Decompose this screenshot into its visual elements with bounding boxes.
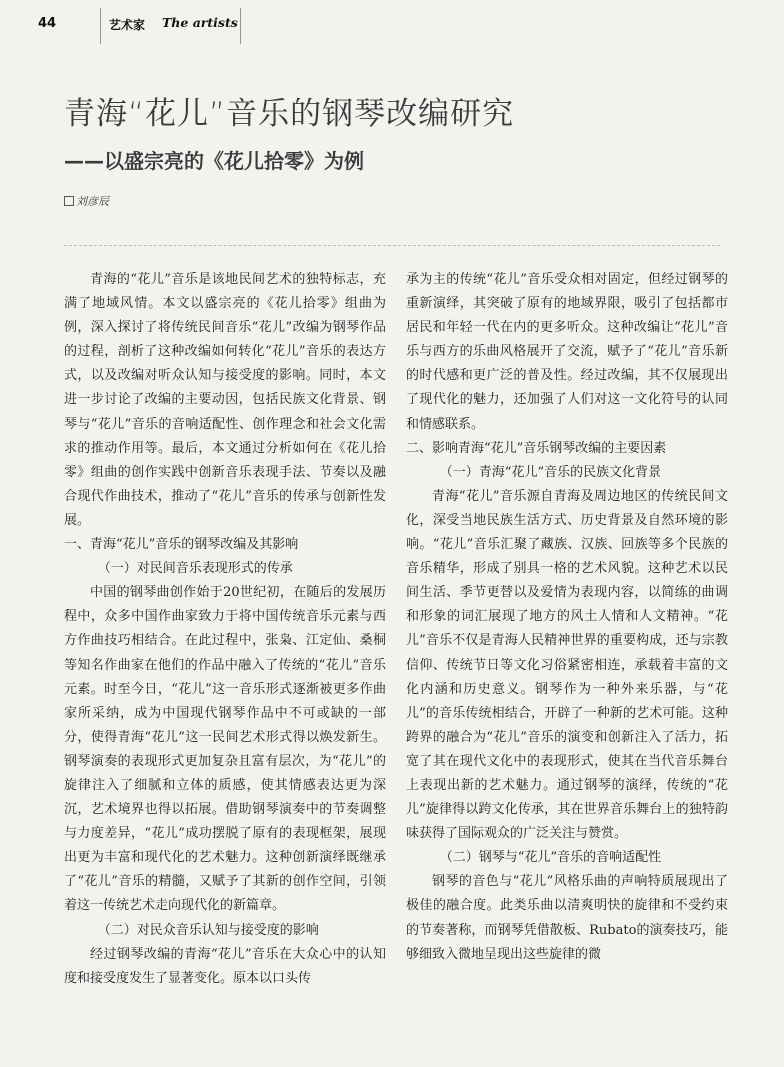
article-title: 青海“花儿”音乐的钢琴改编研究	[64, 96, 515, 132]
body-paragraph: 经过钢琴改编的青海“花儿”音乐在大众心中的认知度和接受度发生了显著变化。原本以口头传	[64, 946, 386, 986]
author-name: 刘彦辰	[76, 195, 109, 208]
header-divider-right	[240, 8, 241, 44]
body-paragraph: 青海“花儿”音乐源自青海及周边地区的传统民间文化，深受当地民族生活方式、历史背景及自然环境的影响。“花儿”音乐汇聚了藏族、汉族、回族等多个民族的音乐精华，形成了别具一格的艺术风貌。这种艺术以民间生活、季节更替以及爱情为表现内容，以简练的曲调和形象的词汇展现了地方的风土人情和人文精神。“花儿”音乐不仅是青海人民精神世界的重要构成，还与宗教信仰、传统节日等文化习俗紧密相连，承载着丰富的文化内涵和历史意义。钢琴作为一种外来乐器，与“花儿”的音乐传统相结合，开辟了一种新的艺术可能。这种跨界的融合为“花儿”音乐的演变和创新注入了活力，拓宽了其在现代文化中的表现形式，使其在当代音乐舞台上表现出新的艺术魅力。通过钢琴的演绎，传统的“花儿”旋律得以跨文化传承，其在世界音乐舞台上的独特韵味获得了国际观众的广泛关注与赞赏。	[406, 488, 728, 842]
body-paragraph-continued: 承为主的传统“花儿”音乐受众相对固定，但经过钢琴的重新演绎，其突破了原有的地域界限，吸引了包括都市居民和年轻一代在内的更多听众。这种改编让“花儿”音乐与西方的乐曲风格展开了交流，赋予了“花儿”音乐新的时代感和更广泛的普及性。经过改编，其不仅展现出了现代化的魅力，还加强了人们对这一文化符号的认同和情感联系。	[406, 272, 728, 432]
running-header	[0, 0, 784, 44]
right-column	[406, 268, 728, 967]
article-subtitle: ——以盛宗亮的《花儿拾零》为例	[64, 149, 364, 173]
section-heading-2: 二、影响青海“花儿”音乐钢琴改编的主要因素	[406, 440, 667, 456]
column-name-english: The artists	[162, 15, 238, 30]
section-heading-1: 一、青海“花儿”音乐的钢琴改编及其影响	[64, 537, 299, 553]
left-column	[64, 268, 386, 991]
title-divider	[64, 245, 720, 246]
header-divider-left	[100, 8, 101, 44]
column-name: 艺术家	[109, 18, 146, 32]
body-paragraph: 中国的钢琴曲创作始于20世纪初，在随后的发展历程中，众多中国作曲家致力于将中国传统音乐元素与西方作曲技巧相结合。在此过程中，张枭、江定仙、桑桐等知名作曲家在他们的作品中融入了传统的“花儿”音乐元素。时至今日，“花儿”这一音乐形式逐渐被更多作曲家所采纳，成为中国现代钢琴作品中不可或缺的一部分，使得青海“花儿”这一民间艺术形式得以焕发新生。钢琴演奏的表现形式更加复杂且富有层次，为“花儿”的旋律注入了细腻和立体的质感，使其情感表达更为深沉，艺术境界也得以拓展。借助钢琴演奏中的节奏调整与力度差异，“花儿”成功摆脱了原有的表现框架，展现出更为丰富和现代化的艺术魅力。这种创新演绎既继承了“花儿”音乐的精髓，又赋予了其新的创作空间，引领着这一传统艺术走向现代化的新篇章。	[64, 585, 386, 914]
body-paragraph: 钢琴的音色与“花儿”风格乐曲的声响特质展现出了极佳的融合度。此类乐曲以清爽明快的旋律和不受约束的节奏著称，而钢琴凭借散板、Rubato的演奏技巧，能够细致入微地呈现出这些旋律的微	[406, 874, 728, 962]
abstract-paragraph: 青海的“花儿”音乐是该地民间艺术的独特标志，充满了地域风情。本文以盛宗亮的《花儿拾零》组曲为例，深入探讨了将传统民间音乐“花儿”改编为钢琴作品的过程，剖析了这种改编如何转化“花儿”音乐的表达方式，以及改编对听众认知与接受度的影响。同时，本文进一步讨论了改编的主要动因，包括民族文化背景、钢琴与“花儿”音乐的音响适配性、创作理念和社会文化需求的推动作用等。最后，本文通过分析如何在《花儿拾零》组曲的创作实践中创新音乐表现手法、节奏以及融合现代作曲技术，推动了“花儿”音乐的传承与创新性发展。	[64, 272, 386, 528]
author-marker-icon	[64, 196, 74, 206]
subsection-heading-2-2: （二）钢琴与“花儿”音乐的音响适配性	[439, 850, 662, 866]
page-number: 44	[38, 16, 57, 31]
author-line	[64, 193, 109, 209]
subsection-heading-2-1: （一）青海“花儿”音乐的民族文化背景	[439, 464, 662, 480]
subsection-heading-1-2: （二）对民众音乐认知与接受度的影响	[97, 922, 319, 938]
subsection-heading-1-1: （一）对民间音乐表现形式的传承	[97, 561, 293, 577]
